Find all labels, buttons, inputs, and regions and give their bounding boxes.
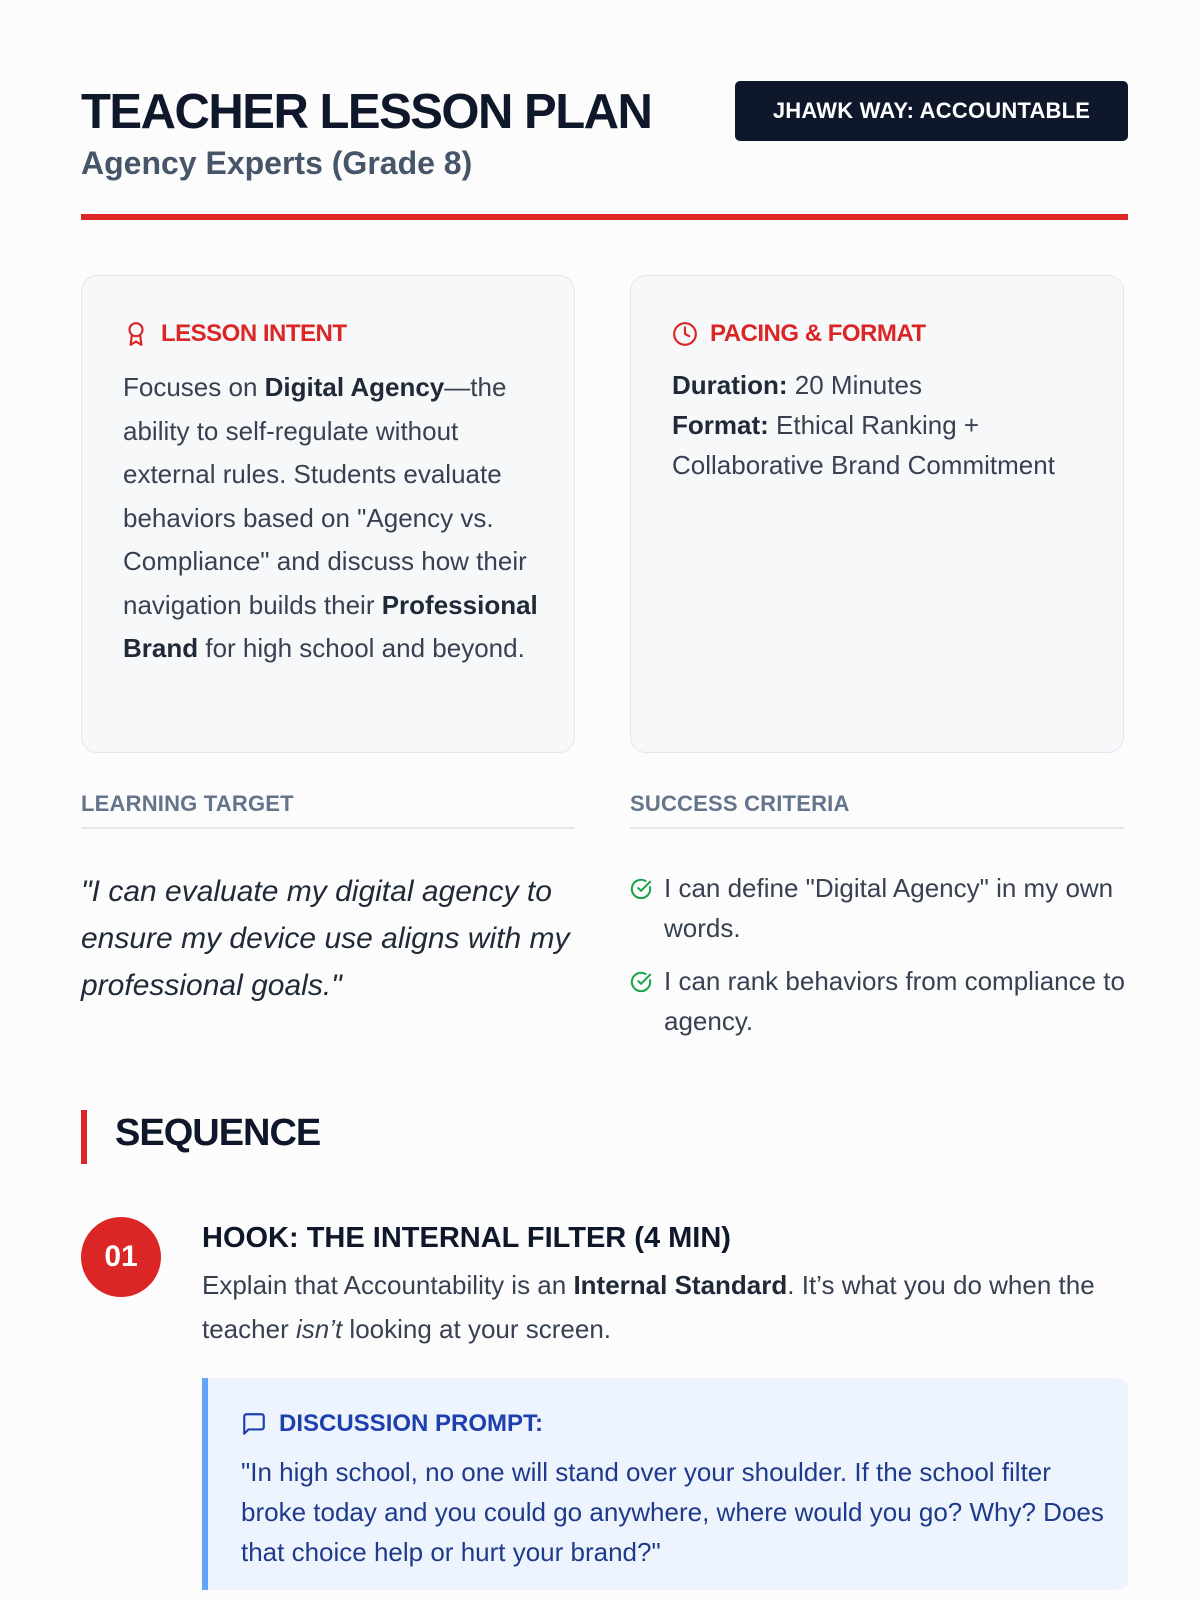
- lesson-plan-page: [81, 0, 1128, 1567]
- success-criteria-heading: SUCCESS CRITERIA: [630, 791, 850, 816]
- isnt-emphasis: isn’t: [295, 1313, 343, 1344]
- message-square-icon: [241, 1411, 267, 1437]
- discussion-prompt-heading: DISCUSSION PROMPT:: [279, 1410, 544, 1437]
- header: [81, 0, 1128, 222]
- award-icon: [123, 321, 149, 347]
- professional-brand-term: Professional Brand: [123, 589, 538, 663]
- discussion-prompt-text: "In high school, no one will stand over your shoulder. If the school filter broke today and you could go anywhere, where would you go? Why? Does that choice help or hurt your brand?": [241, 1457, 1104, 1567]
- step-text-part: . It’s what you do when the teacher: [202, 1270, 1095, 1344]
- intent-text-part: —the ability to self-regulate without external rules. Students evaluate behaviors based on "Agency vs. Compliance" and discuss how their navigation builds their: [123, 372, 527, 620]
- success-criteria-divider: [630, 827, 1124, 829]
- digital-agency-term: Digital Agency: [264, 372, 445, 402]
- pacing-format-heading: PACING & FORMAT: [710, 320, 926, 347]
- check-circle-icon: [630, 971, 652, 993]
- pacing-format-header: [672, 320, 926, 348]
- duration-value: 20 Minutes: [787, 370, 922, 400]
- step-text-part: looking at your screen.: [342, 1313, 612, 1344]
- discussion-prompt-header: [241, 1410, 543, 1438]
- duration-line: [672, 365, 1092, 405]
- criteria-item: [630, 868, 1128, 948]
- info-cards: [81, 275, 1128, 753]
- learning-target-divider: [81, 827, 575, 829]
- check-circle-icon: [630, 878, 652, 900]
- learning-target-heading: LEARNING TARGET: [81, 791, 294, 816]
- criteria-item: [630, 961, 1128, 1041]
- header-divider: [81, 214, 1128, 220]
- format-label: Format:: [672, 410, 769, 440]
- discussion-prompt-box: [202, 1378, 1128, 1590]
- lesson-intent-card: [81, 275, 575, 753]
- jhawk-way-badge: JHAWK WAY: ACCOUNTABLE: [735, 81, 1128, 141]
- internal-standard-term: Internal Standard: [573, 1270, 788, 1300]
- pacing-details: [672, 365, 1092, 485]
- lesson-intent-text: [123, 366, 543, 671]
- page-title: TEACHER LESSON PLAN: [81, 85, 652, 139]
- step-title: HOOK: THE INTERNAL FILTER (4 MIN): [202, 1222, 731, 1254]
- page-subtitle: Agency Experts (Grade 8): [81, 145, 473, 181]
- intent-text-part: for high school and beyond.: [198, 633, 525, 663]
- lesson-intent-header: [123, 320, 347, 348]
- criteria-text: I can define "Digital Agency" in my own words.: [664, 873, 1114, 943]
- success-criteria-list: [630, 868, 1128, 1054]
- duration-label: Duration:: [672, 370, 788, 400]
- intent-text-part: Focuses on: [123, 372, 265, 402]
- learning-target-text: "I can evaluate my digital agency to ensure my device use aligns with my professional goals.": [81, 875, 570, 1002]
- format-value: Ethical Ranking + Collaborative Brand Commitment: [672, 410, 1055, 480]
- pacing-format-card: [630, 275, 1124, 753]
- step-text-part: Explain that Accountability is an: [202, 1270, 574, 1300]
- clock-icon: [672, 321, 698, 347]
- step-description: [202, 1264, 1128, 1351]
- criteria-text: I can rank behaviors from compliance to agency.: [664, 966, 1125, 1036]
- sequence-accent-bar: [81, 1110, 87, 1164]
- step-number-badge: 01: [81, 1217, 161, 1297]
- format-line: [672, 405, 1092, 485]
- sequence-heading: SEQUENCE: [115, 1112, 321, 1154]
- lesson-intent-heading: LESSON INTENT: [161, 320, 347, 347]
